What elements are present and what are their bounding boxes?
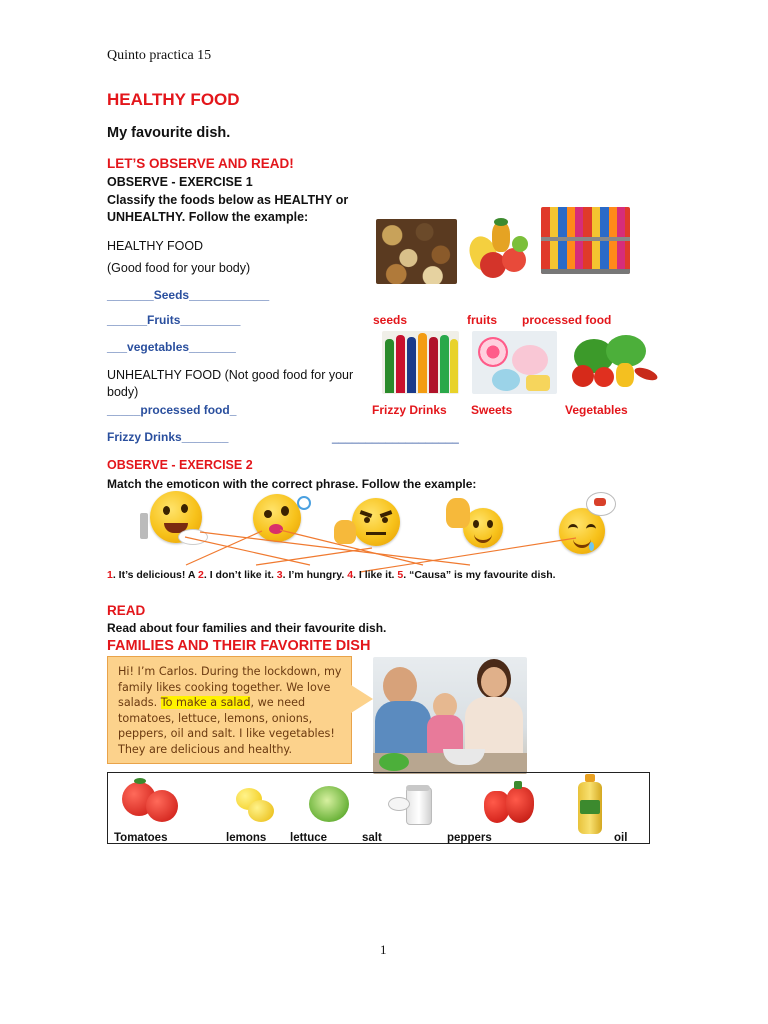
section-lets-observe: LET’S OBSERVE AND READ! — [107, 156, 294, 171]
label-sweets: Sweets — [471, 403, 513, 417]
answer-seeds: _______Seeds____________ — [107, 288, 270, 302]
exercise2-title: OBSERVE - EXERCISE 2 — [107, 458, 253, 472]
phrase-number: 3 — [276, 569, 283, 581]
phrase-text: . It’s delicious! A — [112, 569, 199, 581]
label-frizzy-drinks: Frizzy Drinks — [372, 403, 447, 417]
salt-image — [386, 783, 434, 827]
peppers-image — [482, 781, 538, 827]
unhealthy-food-title: UNHEALTHY FOOD (Not good food for your — [107, 368, 354, 382]
read-instruction: Read about four families and their favourite dish. — [107, 621, 387, 635]
families-title: FAMILIES AND THEIR FAVORITE DISH — [107, 638, 371, 654]
label-processed-food: processed food — [522, 313, 612, 327]
oil-image — [575, 774, 607, 836]
page-number: 1 — [380, 942, 387, 957]
exercise2-phrases — [107, 569, 556, 581]
read-title: READ — [107, 603, 146, 618]
label-fruits: fruits — [467, 313, 497, 327]
ingredient-label-lemons: lemons — [226, 832, 267, 844]
healthy-food-desc: (Good food for your body) — [107, 261, 251, 275]
ingredient-label-salt: salt — [362, 832, 382, 844]
label-seeds: seeds — [373, 313, 408, 327]
subtitle: My favourite dish. — [107, 125, 231, 141]
ingredient-label-oil: oil — [614, 832, 628, 844]
answer-processed-food: _____processed food_ — [107, 403, 237, 417]
unhealthy-food-title-cont: body) — [107, 385, 139, 399]
ingredient-label-peppers: peppers — [447, 832, 492, 844]
phrase-number: 1 — [107, 569, 113, 581]
page-header: Quinto practica 15 — [107, 48, 212, 63]
exercise2-instruction: Match the emoticon with the correct phrase. Follow the example: — [107, 477, 477, 491]
highlighted-phrase: To make a salad — [160, 696, 251, 710]
lettuce-image — [307, 784, 351, 824]
phrase-number: 2 — [198, 569, 204, 581]
phrase-number: 4 — [347, 569, 354, 581]
family-cooking-image — [373, 657, 527, 774]
label-vegetables: Vegetables — [565, 403, 628, 417]
page-title: HEALTHY FOOD — [107, 90, 240, 109]
speech-text: Hi! I’m Carlos. During the lockdown, my family likes cooking together. We love salads. To make a salad, we need tomatoes, lettuce, lemons, onions, peppers, oil and salt. I like vegetables! They are delicious and healthy. — [118, 665, 342, 756]
phrase-number: 5 — [397, 569, 404, 581]
exercise1-title: OBSERVE - EXERCISE 1 — [107, 175, 253, 189]
ingredient-label-lettuce: lettuce — [290, 832, 328, 844]
phrase-text: . “Causa” is my favourite dish. — [403, 569, 556, 581]
phrase-text: . I like it. — [353, 569, 398, 581]
healthy-food-title: HEALTHY FOOD — [107, 239, 204, 253]
answer-vegetables: ___vegetables_______ — [107, 340, 236, 354]
answer-fruits: ______Fruits_________ — [107, 313, 241, 327]
phrase-text: . I’m hungry. — [282, 569, 348, 581]
ingredient-label-tomatoes: Tomatoes — [114, 832, 168, 844]
phrase-text: . I don’t like it. — [203, 569, 277, 581]
blank-answer-line: ___________________ — [332, 430, 459, 444]
lemons-image — [234, 784, 278, 824]
exercise1-instruction-line2: UNHEALTHY. Follow the example: — [107, 210, 309, 224]
exercise1-instruction-line1: Classify the foods below as HEALTHY or — [107, 193, 349, 207]
answer-frizzy-drinks: Frizzy Drinks_______ — [107, 430, 229, 444]
tomatoes-image — [120, 776, 180, 826]
